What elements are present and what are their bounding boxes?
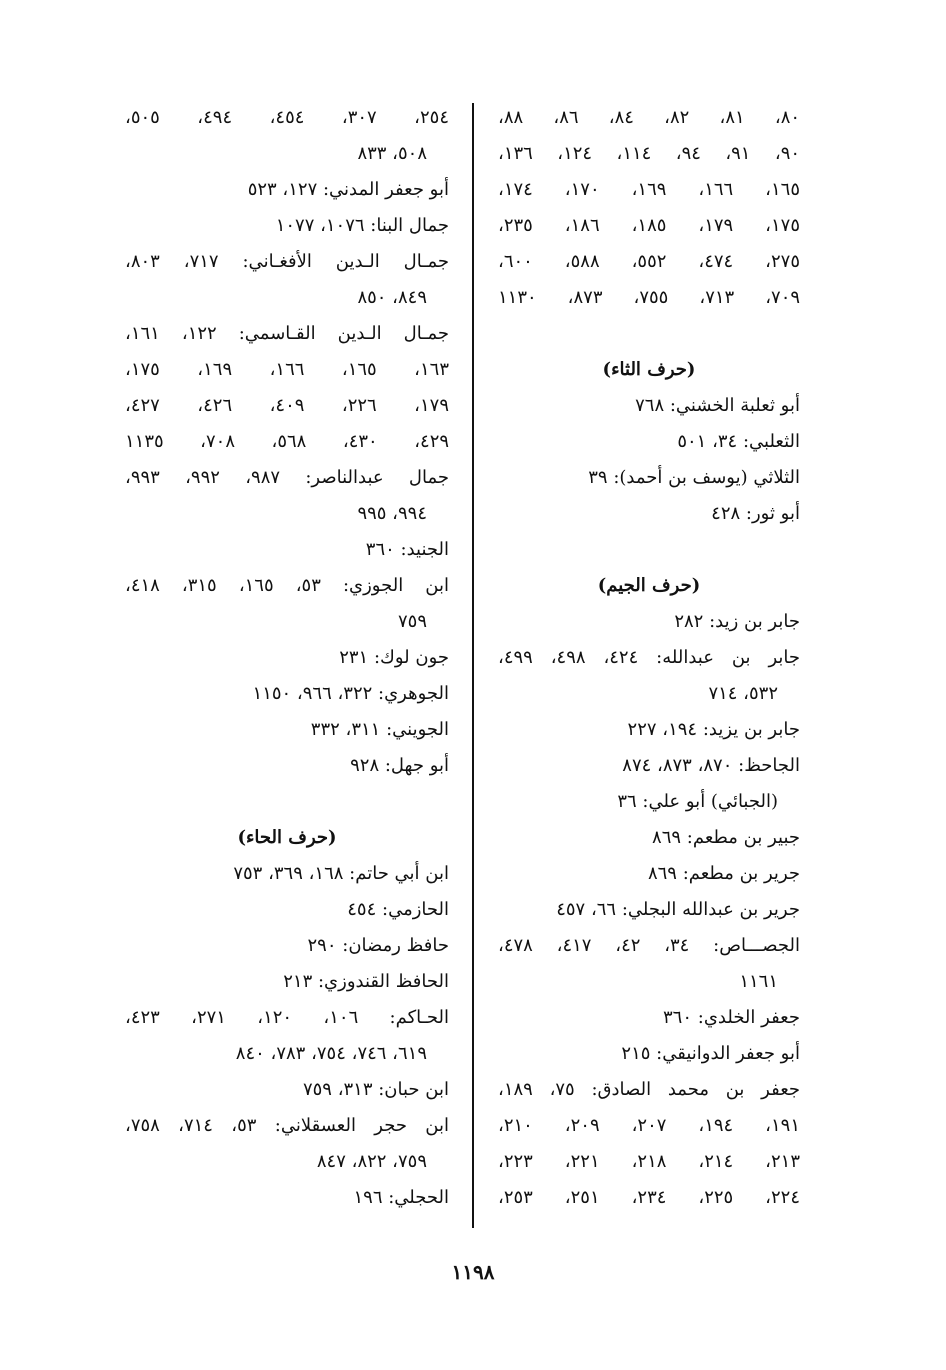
- index-entry-line: ٨٠، ٨١، ٨٢، ٨٤، ٨٦، ٨٨،: [498, 107, 800, 128]
- index-entry-line: جرير بن مطعم: ٨٦٩: [647, 863, 800, 884]
- index-entry-line: ٢٢٤، ٢٢٥، ٢٣٤، ٢٥١، ٢٥٣،: [498, 1187, 800, 1208]
- index-entry-line: ابن أبي حاتم: ١٦٨، ٣٦٩، ٧٥٣: [233, 863, 449, 884]
- index-entry-line: ٤٢٩، ٤٣٠، ٥٦٨، ٧٠٨، ١١٣٥: [125, 431, 449, 452]
- section-heading: (حرف الجيم): [597, 575, 701, 596]
- index-entry-line: جمال البنا: ١٠٧٦، ١٠٧٧: [275, 215, 449, 236]
- page-number: ١١٩٨: [451, 1260, 495, 1284]
- index-entry-line: جابر بن عبدالله: ٤٢٤، ٤٩٨، ٤٩٩،: [498, 647, 800, 668]
- index-column-right: [498, 100, 800, 1216]
- index-entry-line: جون لوك: ٢٣١: [339, 647, 449, 668]
- index-entry-line: الحجلي: ١٩٦: [353, 1187, 449, 1208]
- index-entry-line: ٩٠، ٩١، ٩٤، ١١٤، ١٢٤، ١٣٦،: [498, 143, 800, 164]
- index-entry-line: ٢١٣، ٢١٤، ٢١٨، ٢٢١، ٢٢٣،: [498, 1151, 800, 1172]
- index-entry-line: ٩٩٤، ٩٩٥: [357, 503, 427, 524]
- index-entry-line: ٧٥٩، ٨٢٢، ٨٤٧: [316, 1151, 427, 1172]
- index-entry-line: أبو جعفر المدني: ١٢٧، ٥٢٣: [247, 179, 449, 200]
- section-heading: (حرف الحاء): [237, 827, 337, 848]
- index-entry-line: (الجبائي) أبو علي: ٣٦: [617, 791, 778, 812]
- index-entry-line: جمـال الـدين القـاسمي: ١٢٢، ١٦١،: [125, 323, 449, 344]
- index-entry-line: الجصـــاص: ٣٤، ٤٢، ٤١٧، ٤٧٨،: [498, 935, 800, 956]
- index-entry-line: جمال عبدالناصر: ٩٨٧، ٩٩٢، ٩٩٣،: [125, 467, 449, 488]
- index-entry-line: ٥٠٨، ٨٣٣: [357, 143, 427, 164]
- index-entry-line: الحافظ القندوزي: ٢١٣: [283, 971, 449, 992]
- blank-line: [498, 316, 800, 352]
- index-entry-line: جبير بن مطعم: ٨٦٩: [652, 827, 800, 848]
- index-entry-line: ١٧٥، ١٧٩، ١٨٥، ١٨٦، ٢٣٥،: [498, 215, 800, 236]
- index-entry-line: ١٦٣، ١٦٥، ١٦٦، ١٦٩، ١٧٥،: [125, 359, 449, 380]
- index-entry-line: ابن حبان: ٣١٣، ٧٥٩: [302, 1079, 449, 1100]
- index-entry-line: أبو جهل: ٩٢٨: [350, 755, 449, 776]
- index-entry-line: جعفر الخلدي: ٣٦٠: [663, 1007, 800, 1028]
- index-entry-line: ٦١٩، ٧٤٦، ٧٥٤، ٧٨٣، ٨٤٠: [235, 1043, 427, 1064]
- index-entry-line: الحـاكم: ١٠٦، ١٢٠، ٢٧١، ٤٢٣،: [125, 1007, 449, 1028]
- index-entry-line: ٧٥٩: [397, 611, 427, 632]
- index-entry-line: جابر بن يزيد: ١٩٤، ٢٢٧: [627, 719, 800, 740]
- index-column-left: [125, 100, 449, 1216]
- index-entry-line: ١١٦١: [739, 971, 778, 992]
- index-entry-line: الجويني: ٣١١، ٣٣٢: [310, 719, 449, 740]
- index-entry-line: أبو جعفر الدوانيقي: ٢١٥: [621, 1043, 800, 1064]
- index-entry-line: ١٧٩، ٢٢٦، ٤٠٩، ٤٢٦، ٤٢٧،: [125, 395, 449, 416]
- index-entry-line: الجوهري: ٣٢٢، ٩٦٦، ١١٥٠: [252, 683, 449, 704]
- index-entry-line: ٨٤٩، ٨٥٠: [357, 287, 427, 308]
- index-entry-line: الحازمي: ٤٥٤: [347, 899, 449, 920]
- index-entry-line: ابن الجوزي: ٥٣، ١٦٥، ٣١٥، ٤١٨،: [125, 575, 449, 596]
- index-entry-line: ابن حجر العسقلاني: ٥٣، ٧١٤، ٧٥٨،: [125, 1115, 449, 1136]
- index-entry-line: الثعلبي: ٣٤، ٥٠١: [677, 431, 800, 452]
- index-entry-line: جمـال الـدين الأفغـاني: ٧١٧، ٨٠٣،: [125, 251, 449, 272]
- index-entry-line: ٧٠٩، ٧١٣، ٧٥٥، ٨٧٣، ١١٣٠: [498, 287, 800, 308]
- blank-line: [125, 784, 449, 820]
- index-entry-line: ١٩١، ١٩٤، ٢٠٧، ٢٠٩، ٢١٠،: [498, 1115, 800, 1136]
- index-entry-line: الجنيد: ٣٦٠: [365, 539, 449, 560]
- blank-line: [498, 532, 800, 568]
- index-entry-line: أبو ثعلبة الخشني: ٧٦٨: [635, 395, 800, 416]
- index-entry-line: حافظ رمضان: ٢٩٠: [307, 935, 449, 956]
- index-entry-line: الثلاثي (يوسف بن أحمد): ٣٩: [588, 467, 800, 488]
- index-entry-line: ٥٣٢، ٧١٤: [708, 683, 778, 704]
- column-divider: [472, 103, 474, 1228]
- index-entry-line: ٢٧٥، ٤٧٤، ٥٥٢، ٥٨٨، ٦٠٠،: [498, 251, 800, 272]
- index-entry-line: جعفر بن محمد الصادق: ٧٥، ١٨٩،: [498, 1079, 800, 1100]
- index-entry-line: جابر بن زيد: ٢٨٢: [674, 611, 800, 632]
- index-entry-line: جرير بن عبدالله البجلي: ٦٦، ٤٥٧: [556, 899, 800, 920]
- index-entry-line: الجاحظ: ٨٧٠، ٨٧٣، ٨٧٤: [622, 755, 800, 776]
- index-entry-line: ٢٥٤، ٣٠٧، ٤٥٤، ٤٩٤، ٥٠٥،: [125, 107, 449, 128]
- index-entry-line: ١٦٥، ١٦٦، ١٦٩، ١٧٠، ١٧٤،: [498, 179, 800, 200]
- section-heading: (حرف الثاء): [602, 359, 696, 380]
- index-entry-line: أبو ثور: ٤٢٨: [711, 503, 800, 524]
